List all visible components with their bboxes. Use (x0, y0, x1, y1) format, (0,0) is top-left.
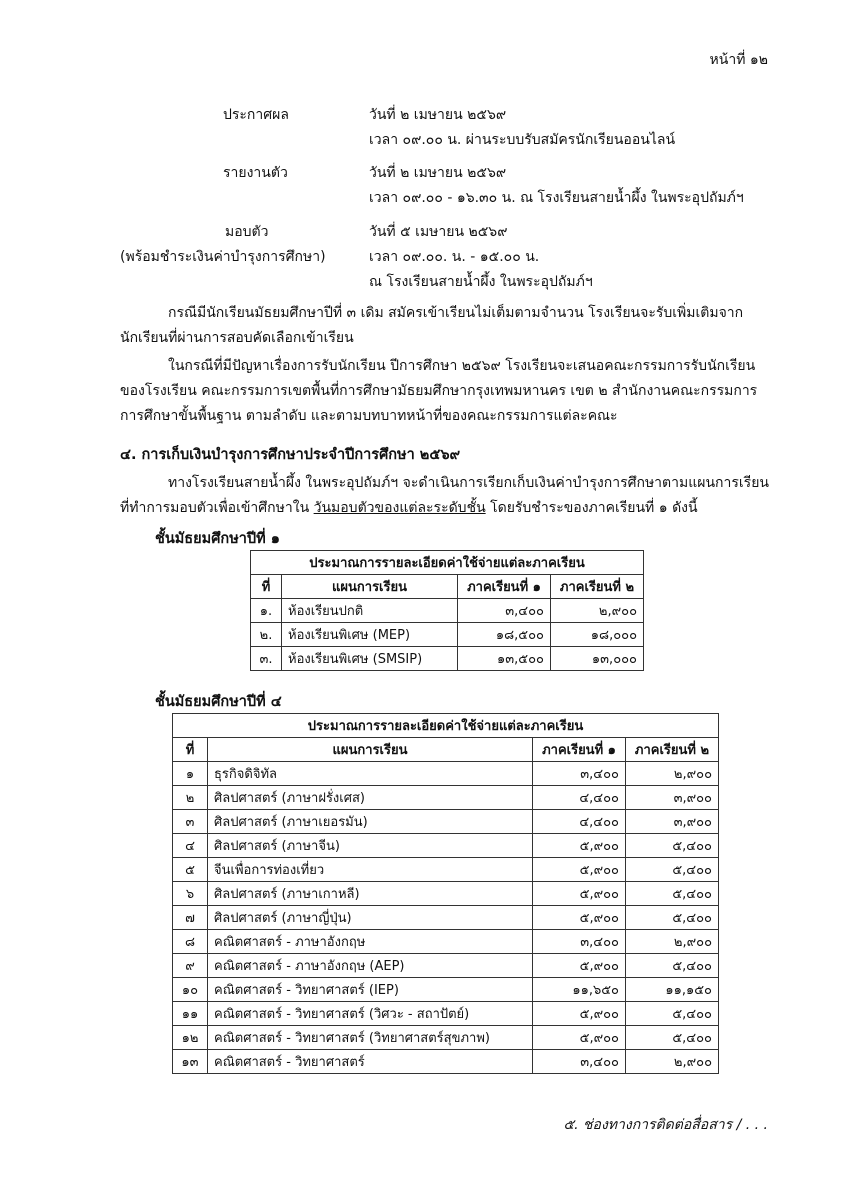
cell-no: ๒. (251, 623, 282, 647)
schedule-enroll-place: ณ โรงเรียนสายน้ำผึ้ง ในพระอุปถัมภ์ฯ (369, 274, 593, 290)
table-row (173, 882, 719, 906)
table-row (251, 599, 644, 623)
schedule-enroll-time: เวลา ๐๙.๐๐. น. - ๑๕.๐๐ น. (369, 249, 540, 265)
cell-term2: ๑๓,๐๐๐ (551, 647, 644, 671)
schedule-label-announce: ประกาศผล (223, 107, 289, 123)
cell-term1: ๔,๔๐๐ (533, 786, 626, 810)
table-title: ประมาณการรายละเอียดค่าใช้จ่ายแต่ละภาคเรียน (173, 714, 719, 738)
table-row (173, 906, 719, 930)
para3-line2 (120, 497, 698, 519)
para3-text-b: โดยรับชำระของภาคเรียนที่ ๑ ดังนี้ (485, 500, 698, 516)
para2-line2: ของโรงเรียน คณะกรรมการเขตพื้นที่การศึกษามัธยมศึกษากรุงเทพมหานคร เขต ๒ สำนักงานคณะกรรมการ (120, 383, 758, 399)
cell-term1: ๓,๔๐๐ (458, 599, 551, 623)
col-term2: ภาคเรียนที่ ๒ (551, 575, 644, 599)
table-row (173, 762, 719, 786)
table-row (173, 834, 719, 858)
table-row (173, 1002, 719, 1026)
page-number: หน้าที่ ๑๒ (709, 52, 768, 68)
cell-plan: คณิตศาสตร์ - วิทยาศาสตร์ (วิทยาศาสตร์สุขภาพ) (208, 1026, 533, 1050)
cell-term2: ๑๘,๐๐๐ (551, 623, 644, 647)
m1-heading: ชั้นมัธยมศึกษาปีที่ ๑ (155, 531, 280, 547)
m4-heading: ชั้นมัธยมศึกษาปีที่ ๔ (155, 694, 282, 710)
cell-term1: ๕,๙๐๐ (533, 1002, 626, 1026)
cell-plan: ศิลปศาสตร์ (ภาษาเยอรมัน) (208, 810, 533, 834)
cell-term1: ๕,๙๐๐ (533, 954, 626, 978)
schedule-report-time: เวลา ๐๙.๐๐ - ๑๖.๓๐ น. ณ โรงเรียนสายน้ำผึ้ง ในพระอุปถัมภ์ฯ (369, 190, 744, 206)
cell-term2: ๓,๙๐๐ (626, 810, 719, 834)
cell-term2: ๑๑,๑๕๐ (626, 978, 719, 1002)
para2-line3: การศึกษาขั้นพื้นฐาน ตามลำดับ และตามบทบาทหน้าที่ของคณะกรรมการแต่ละคณะ (120, 408, 618, 424)
cell-term1: ๕,๙๐๐ (533, 1026, 626, 1050)
col-no: ที่ (173, 738, 208, 762)
table-row (173, 786, 719, 810)
cell-no: ๑๒ (173, 1026, 208, 1050)
schedule-label-report: รายงานตัว (223, 165, 288, 181)
table-row (251, 647, 644, 671)
cell-plan: คณิตศาสตร์ - วิทยาศาสตร์ (วิศวะ - สถาปัตย์) (208, 1002, 533, 1026)
para2-line1: ในกรณีที่มีปัญหาเรื่องการรับนักเรียน ปีการศึกษา ๒๕๖๙ โรงเรียนจะเสนอคณะกรรมการรับนักเรียน (168, 358, 756, 374)
cell-term1: ๑๓,๕๐๐ (458, 647, 551, 671)
cell-term1: ๓,๔๐๐ (533, 762, 626, 786)
table-row (173, 978, 719, 1002)
cell-plan: คณิตศาสตร์ - ภาษาอังกฤษ (AEP) (208, 954, 533, 978)
para1-line2: นักเรียนที่ผ่านการสอบคัดเลือกเข้าเรียน (120, 330, 354, 346)
table-row (173, 1026, 719, 1050)
cell-term2: ๕,๔๐๐ (626, 954, 719, 978)
section4-heading: ๔. การเก็บเงินบำรุงการศึกษาประจำปีการศึกษา ๒๕๖๙ (120, 447, 461, 463)
cell-term2: ๕,๔๐๐ (626, 858, 719, 882)
schedule-announce-time: เวลา ๐๙.๐๐ น. ผ่านระบบรับสมัครนักเรียนออนไลน์ (369, 132, 676, 148)
cell-plan: ศิลปศาสตร์ (ภาษาญี่ปุ่น) (208, 906, 533, 930)
table-row (173, 930, 719, 954)
cell-term2: ๕,๔๐๐ (626, 1026, 719, 1050)
schedule-label-enroll: มอบตัว (225, 224, 269, 240)
cell-no: ๗ (173, 906, 208, 930)
cell-no: ๖ (173, 882, 208, 906)
cell-plan: ห้องเรียนพิเศษ (MEP) (282, 623, 458, 647)
cell-plan: คณิตศาสตร์ - วิทยาศาสตร์ (208, 1050, 533, 1074)
cell-term2: ๕,๔๐๐ (626, 1002, 719, 1026)
cell-term1: ๑๑,๖๕๐ (533, 978, 626, 1002)
cell-term1: ๑๘,๕๐๐ (458, 623, 551, 647)
cell-no: ๓ (173, 810, 208, 834)
table-row (251, 623, 644, 647)
cell-term2: ๒,๙๐๐ (626, 762, 719, 786)
table-row (173, 858, 719, 882)
schedule-enroll-date: วันที่ ๕ เมษายน ๒๕๖๙ (369, 224, 508, 240)
col-plan: แผนการเรียน (208, 738, 533, 762)
table-row (173, 1050, 719, 1074)
cell-term1: ๓,๔๐๐ (533, 930, 626, 954)
cell-no: ๔ (173, 834, 208, 858)
para1-line1: กรณีมีนักเรียนมัธยมศึกษาปีที่ ๓ เดิม สมัครเข้าเรียนไม่เต็มตามจำนวน โรงเรียนจะรับเพิ่มเติมจาก (168, 305, 744, 321)
cell-term2: ๒,๙๐๐ (626, 1050, 719, 1074)
col-no: ที่ (251, 575, 282, 599)
cell-plan: ศิลปศาสตร์ (ภาษาจีน) (208, 834, 533, 858)
cell-term2: ๓,๙๐๐ (626, 786, 719, 810)
table-row (173, 954, 719, 978)
cell-plan: ศิลปศาสตร์ (ภาษาฝรั่งเศส) (208, 786, 533, 810)
cell-term1: ๕,๙๐๐ (533, 858, 626, 882)
cell-term1: ๕,๙๐๐ (533, 906, 626, 930)
para3-line1: ทางโรงเรียนสายน้ำผึ้ง ในพระอุปถัมภ์ฯ จะดำเนินการเรียกเก็บเงินค่าบำรุงการศึกษาตามแผนการเรียน (168, 475, 769, 491)
cell-plan: ห้องเรียนพิเศษ (SMSIP) (282, 647, 458, 671)
cell-plan: ศิลปศาสตร์ (ภาษาเกาหลี) (208, 882, 533, 906)
col-term1: ภาคเรียนที่ ๑ (533, 738, 626, 762)
cell-no: ๑๑ (173, 1002, 208, 1026)
cell-no: ๑๐ (173, 978, 208, 1002)
cell-no: ๑ (173, 762, 208, 786)
m4-fee-table (172, 713, 719, 1074)
cell-term2: ๕,๔๐๐ (626, 882, 719, 906)
cell-term1: ๔,๔๐๐ (533, 810, 626, 834)
cell-term1: ๓,๔๐๐ (533, 1050, 626, 1074)
cell-no: ๑๓ (173, 1050, 208, 1074)
cell-no: ๒ (173, 786, 208, 810)
cell-term2: ๕,๔๐๐ (626, 834, 719, 858)
cell-no: ๙ (173, 954, 208, 978)
col-term2: ภาคเรียนที่ ๒ (626, 738, 719, 762)
cell-no: ๑. (251, 599, 282, 623)
schedule-announce-date: วันที่ ๒ เมษายน ๒๕๖๙ (369, 107, 507, 123)
m1-fee-table (250, 550, 644, 671)
cell-term2: ๒,๙๐๐ (626, 930, 719, 954)
cell-term1: ๕,๙๐๐ (533, 834, 626, 858)
cell-plan: จีนเพื่อการท่องเที่ยว (208, 858, 533, 882)
cell-no: ๘ (173, 930, 208, 954)
para3-underlined: วันมอบตัวของแต่ละระดับชั้น (313, 500, 486, 516)
cell-term2: ๒,๙๐๐ (551, 599, 644, 623)
continuation-footer: ๕. ช่องทางการติดต่อสื่อสาร / . . . (563, 1117, 768, 1133)
table-title: ประมาณการรายละเอียดค่าใช้จ่ายแต่ละภาคเรียน (251, 551, 644, 575)
cell-plan: คณิตศาสตร์ - วิทยาศาสตร์ (IEP) (208, 978, 533, 1002)
cell-no: ๓. (251, 647, 282, 671)
cell-no: ๕ (173, 858, 208, 882)
col-plan: แผนการเรียน (282, 575, 458, 599)
cell-plan: คณิตศาสตร์ - ภาษาอังกฤษ (208, 930, 533, 954)
schedule-label-enroll-note: (พร้อมชำระเงินค่าบำรุงการศึกษา) (120, 249, 326, 265)
cell-plan: ห้องเรียนปกติ (282, 599, 458, 623)
para3-text-a: ที่ทำการมอบตัวเพื่อเข้าศึกษาใน (120, 500, 314, 516)
col-term1: ภาคเรียนที่ ๑ (458, 575, 551, 599)
table-row (173, 810, 719, 834)
cell-term1: ๕,๙๐๐ (533, 882, 626, 906)
cell-term2: ๕,๔๐๐ (626, 906, 719, 930)
cell-plan: ธุรกิจดิจิทัล (208, 762, 533, 786)
schedule-report-date: วันที่ ๒ เมษายน ๒๕๖๙ (369, 165, 507, 181)
